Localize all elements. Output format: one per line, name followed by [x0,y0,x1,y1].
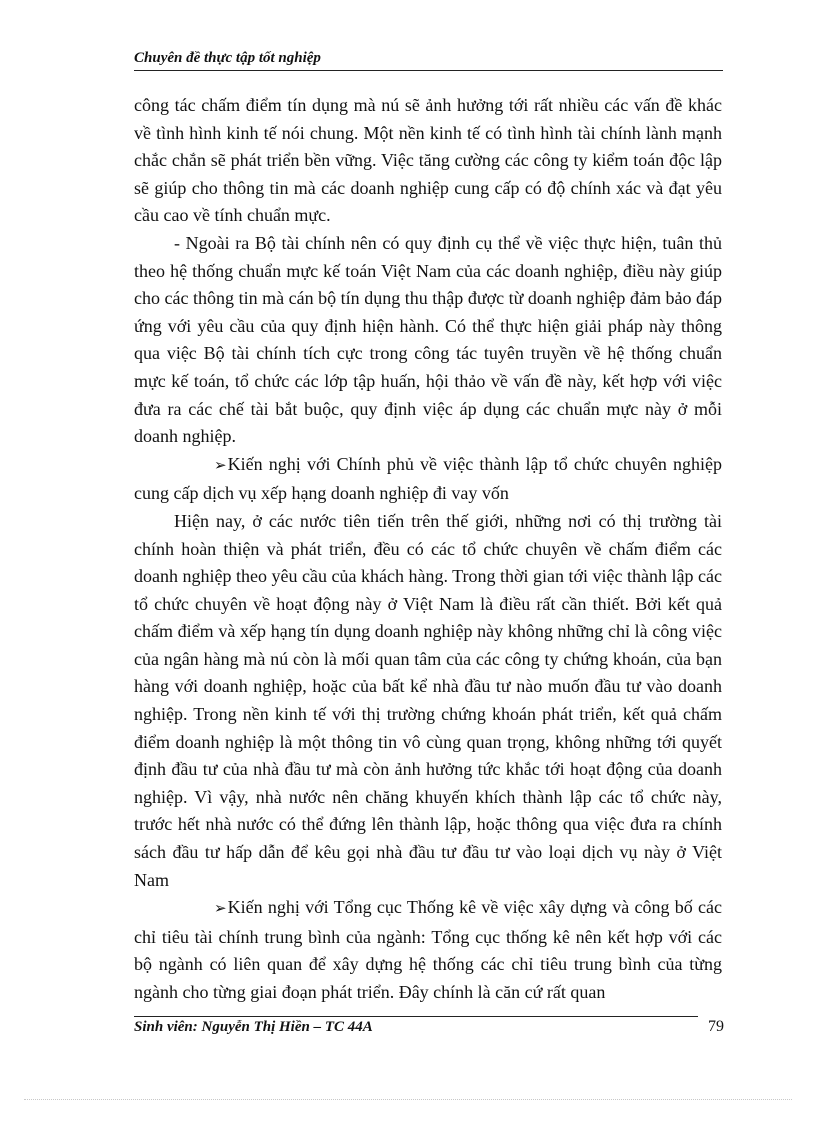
paragraph-text: Ngoài ra Bộ tài chính nên có quy định cụ thể về việc thực hiện, tuân thủ theo hệ thống chuẩn mực kế toán Việt Nam của các doanh nghiệp, điều này giúp cho các thông tin mà cán bộ tín dụng thu thập được từ doanh nghiệp đảm bảo đáp ứng với yêu cầu của quy định hiện hành. Có thể thực hiện giải pháp này thông qua việc Bộ tài chính tích cực trong công tác tuyên truyền về hệ thống chuẩn mực kế toán, tổ chức các lớp tập huấn, hội thảo về vấn đề này, kết hợp với việc đưa ra các chế tài bắt buộc, quy định việc áp dụng các chuẩn mực này ở mỗi doanh nghiệp. [134,232,722,447]
dash-marker: - [174,232,180,253]
paragraph-recommendation-government [134,451,722,508]
footer-student-name: Sinh viên: Nguyễn Thị Hiền – TC 44A [134,1019,373,1035]
footer-rule [134,1016,698,1017]
body-text [134,92,722,1007]
paragraph-continuation [134,92,722,230]
paragraph-body [134,508,722,894]
page-number: 79 [708,1018,724,1035]
paragraph-text: công tác chấm điểm tín dụng mà nú sẽ ảnh hưởng tới rất nhiều các vấn đề khác về tình hình kinh tế nói chung. Một nền kinh tế có tình hình tài chính lành mạnh chắc chắn sẽ phát triển bền vững. Việc tăng cường các công ty kiểm toán độc lập sẽ giúp cho thông tin mà các doanh nghiệp cung cấp có độ chính xác và đạt yêu cầu cao về tính chuẩn mực. [134,95,722,226]
paragraph-text: Hiện nay, ở các nước tiên tiến trên thế giới, những nơi có thị trường tài chính hoàn thiện và phát triển, đều có các tổ chức chuyên về chấm điểm các doanh nghiệp theo yêu cầu của khách hàng. Trong thời gian tới việc thành lập các tổ chức chuyên về hoạt động này ở Việt Nam là điều rất cần thiết. Bởi kết quả chấm điểm và xếp hạng tín dụng doanh nghiệp này không những chỉ là công việc của ngân hàng mà nú còn là mối quan tâm của các công ty chứng khoán, của bạn hàng với doanh nghiệp, hoặc của bất kể nhà đầu tư nào muốn đầu tư vào doanh nghiệp. Trong nền kinh tế với thị trường chứng khoán phát triển, kết quả chấm điểm doanh nghiệp là một thông tin vô cùng quan trọng, không những tới quyết định đầu tư của nhà đầu tư mà còn ảnh hưởng tức khắc tới hoạt động của doanh nghiệp. Vì vậy, nhà nước nên chăng khuyến khích thành lập các tổ chức này, trước hết nhà nước có thể đứng lên thành lập, hoặc thông qua việc đưa ra chính sách đầu tư hấp dẫn để kêu gọi nhà đầu tư đầu tư vào loại dịch vụ này ở Việt Nam [134,510,722,890]
header-rule [134,70,723,71]
paragraph-dash-item [134,230,722,451]
page-bottom-border [24,1099,792,1100]
paragraph-text: Kiến nghị với Chính phủ về việc thành lập tổ chức chuyên nghiệp cung cấp dịch vụ xếp hạng doanh nghiệp đi vay vốn [134,453,722,504]
arrow-bullet-icon: ➢ [214,457,227,474]
arrow-bullet-icon: ➢ [214,901,227,918]
paragraph-recommendation-statistics [134,894,722,1006]
page-header-title: Chuyên đề thực tập tốt nghiệp [134,50,321,66]
paragraph-text: Kiến nghị với Tổng cục Thống kê về việc xây dựng và công bố các chỉ tiêu tài chính trung bình của ngành: Tổng cục thống kê nên kết hợp với các bộ ngành có liên quan để xây dựng hệ thống các chỉ tiêu trung bình của từng ngành cho từng giai đoạn phát triển. Đây chính là căn cứ rất quan [134,897,722,1002]
